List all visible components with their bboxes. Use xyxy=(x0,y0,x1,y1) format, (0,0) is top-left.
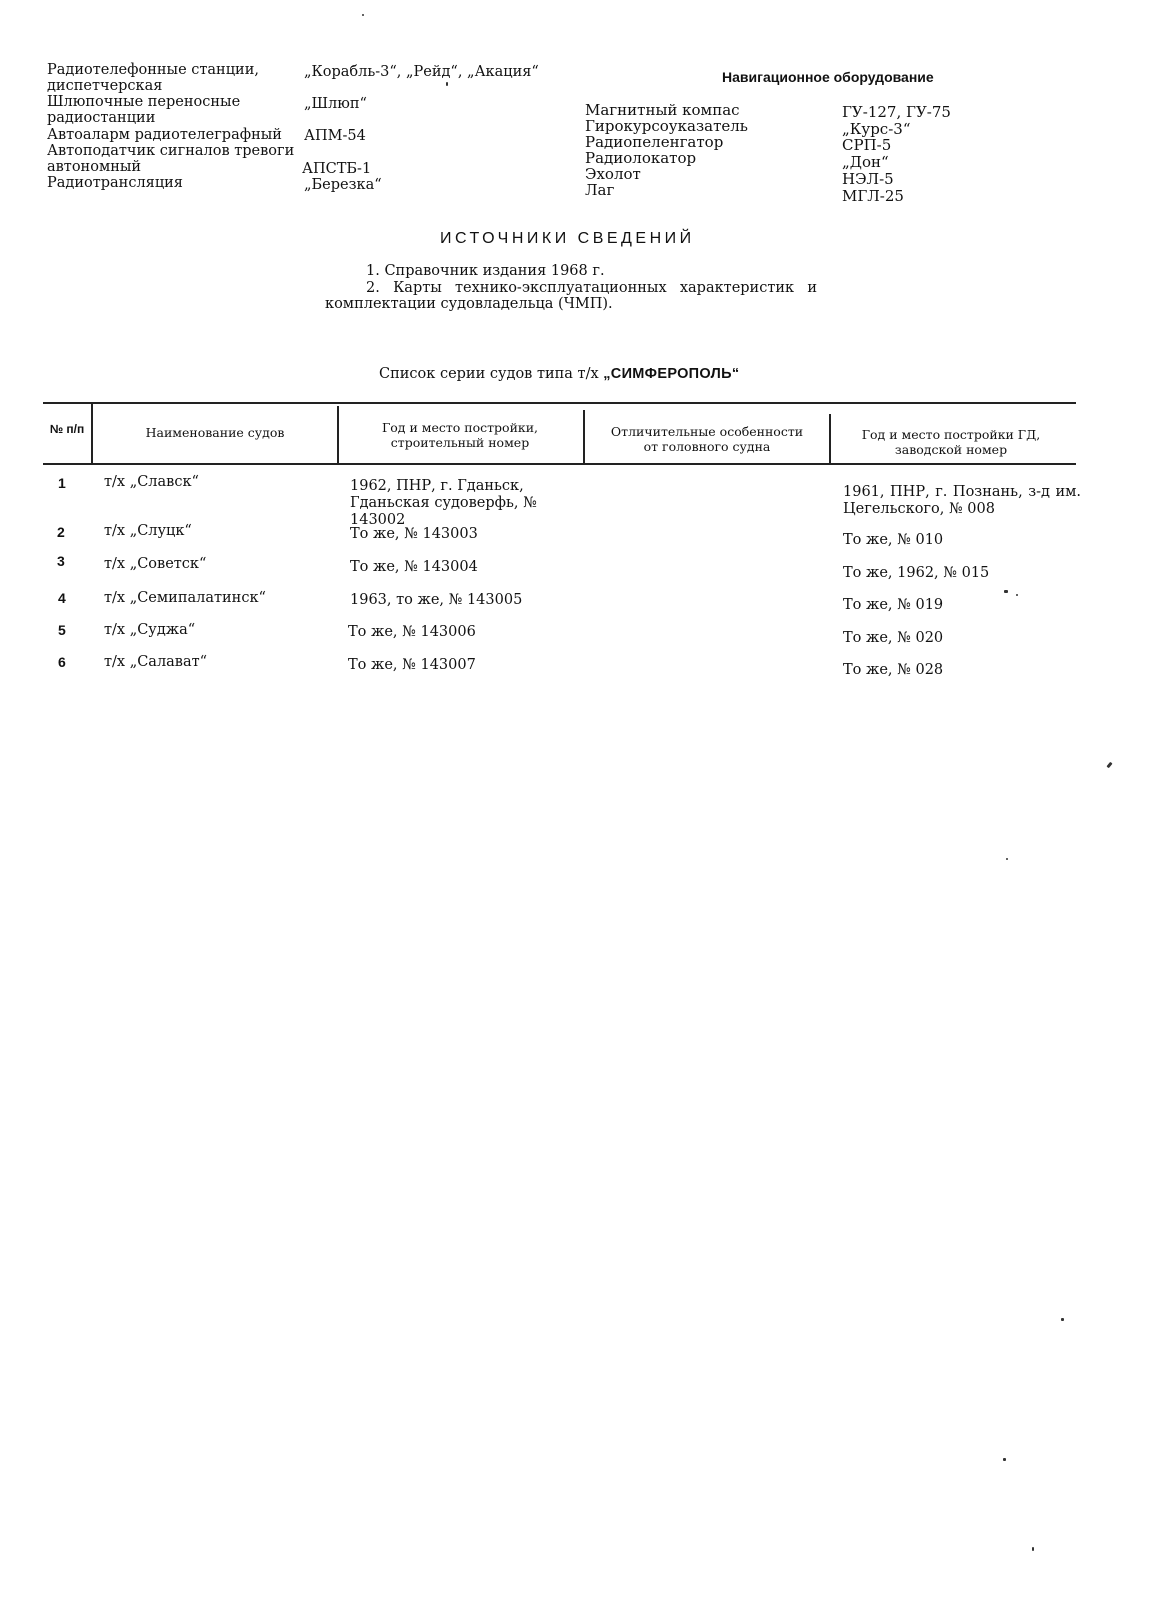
radio-label: Радиотелефонные станции, диспетчерская xyxy=(47,62,259,94)
ship-built: То же, № 143004 xyxy=(350,559,478,575)
header-name: Наименование судов xyxy=(145,425,285,440)
nav-value: „Дон“ xyxy=(842,153,889,171)
ship-engine: То же, № 020 xyxy=(843,630,944,646)
radio-label: Автоаларм радиотелеграфный xyxy=(47,127,282,143)
table-header-rule xyxy=(43,463,1076,465)
scan-speck xyxy=(1004,590,1008,593)
table-column-rule xyxy=(829,414,831,464)
table-top-rule xyxy=(43,402,1076,404)
nav-label: Радиопеленгатор xyxy=(585,133,724,151)
navigation-heading: Навигационное оборудование xyxy=(722,69,934,85)
radio-label: Шлюпочные переносные радиостанции xyxy=(47,94,241,126)
radio-value: АПСТБ-1 xyxy=(302,161,372,177)
table-column-rule xyxy=(583,410,585,464)
ship-built: 1963, то же, № 143005 xyxy=(350,592,523,608)
ship-name: т/х „Салават“ xyxy=(104,654,208,670)
ship-name: т/х „Советск“ xyxy=(104,556,207,572)
nav-value: СРП-5 xyxy=(842,136,892,154)
series-title xyxy=(379,366,739,382)
header-num: № п/п xyxy=(49,422,85,436)
header-engine: Год и место постройки ГД, заводской номер xyxy=(861,427,1041,457)
nav-label: Лаг xyxy=(585,181,615,199)
scan-speck xyxy=(1032,1547,1034,1551)
row-number: 3 xyxy=(57,553,65,569)
nav-label: Гирокурсоуказатель xyxy=(585,117,748,135)
nav-label: Радиолокатор xyxy=(585,149,697,167)
scan-speck xyxy=(1003,1458,1006,1461)
series-title-prefix: Список серии судов типа т/х xyxy=(379,366,599,382)
series-title-name: „СИМФЕРОПОЛЬ“ xyxy=(603,366,740,382)
row-number: 6 xyxy=(58,654,66,670)
header-features: Отличительные особенности от головного судна xyxy=(610,424,804,454)
nav-value: МГЛ-25 xyxy=(842,187,904,205)
scan-speck xyxy=(446,82,448,86)
ship-engine: То же, № 010 xyxy=(843,532,944,548)
radio-label: Автоподатчик сигналов тревоги автономный xyxy=(47,143,295,175)
radio-value: „Березка“ xyxy=(304,177,382,193)
radio-value: „Шлюп“ xyxy=(304,96,367,112)
source-item: 2. Карты технико-эксплуатационных характеристик и комплектации судовладельца (ЧМП). xyxy=(325,280,817,312)
nav-value: НЭЛ-5 xyxy=(842,170,894,188)
row-number: 5 xyxy=(58,622,66,638)
ship-engine: То же, № 028 xyxy=(843,662,944,678)
ship-built: То же, № 143007 xyxy=(348,657,476,673)
row-number: 2 xyxy=(57,524,65,540)
radio-value: „Корабль-3“, „Рейд“, „Акация“ xyxy=(304,64,539,80)
nav-label: Эхолот xyxy=(585,165,641,183)
ship-name: т/х „Слуцк“ xyxy=(104,523,192,539)
ship-built: То же, № 143003 xyxy=(350,526,478,542)
scan-speck xyxy=(1106,762,1112,769)
ship-name: т/х „Славск“ xyxy=(104,474,199,490)
nav-label: Магнитный компас xyxy=(585,101,740,119)
scan-speck xyxy=(1061,1318,1064,1321)
ship-built: 1962, ПНР, г. Гданьск, Гданьская судоверфь, № 143002 xyxy=(350,478,537,528)
ship-engine: То же, № 019 xyxy=(843,597,944,613)
scan-speck xyxy=(1006,858,1008,860)
nav-value: „Курс-3“ xyxy=(842,120,911,138)
table-column-rule xyxy=(337,406,339,464)
radio-label: Радиотрансляция xyxy=(47,175,183,191)
ship-engine: То же, 1962, № 015 xyxy=(843,565,990,581)
scan-speck xyxy=(1016,594,1018,596)
ship-name: т/х „Суджа“ xyxy=(104,622,196,638)
ship-engine: 1961, ПНР, г. Познань, з-д им. Цегельского, № 008 xyxy=(843,484,1081,517)
header-built: Год и место постройки, строительный номер xyxy=(381,420,539,450)
nav-value: ГУ-127, ГУ-75 xyxy=(842,103,951,121)
row-number: 4 xyxy=(58,590,66,606)
ship-built: То же, № 143006 xyxy=(348,624,476,640)
row-number: 1 xyxy=(58,475,66,491)
scan-speck xyxy=(362,14,364,16)
radio-value: АПМ-54 xyxy=(304,128,366,144)
ship-name: т/х „Семипалатинск“ xyxy=(104,590,266,606)
sources-title: ИСТОЧНИКИ СВЕДЕНИЙ xyxy=(440,230,695,247)
source-item: 1. Справочник издания 1968 г. xyxy=(366,263,605,279)
